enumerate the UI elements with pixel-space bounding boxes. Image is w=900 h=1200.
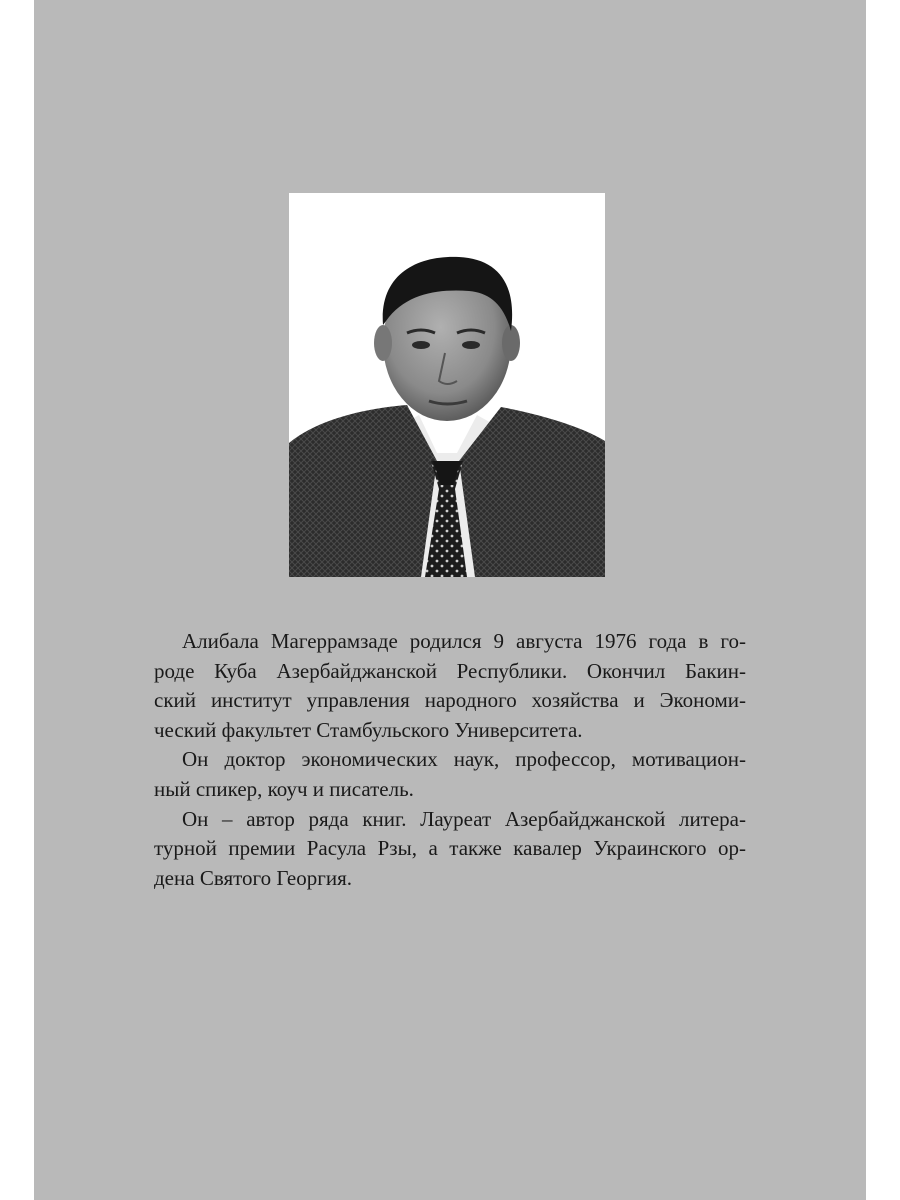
bio-line: дена Святого Георгия.	[154, 865, 352, 890]
bio-line: ческий факультет Стамбульского Университета.	[154, 717, 583, 742]
author-portrait	[289, 193, 605, 577]
bio-line: роде Куба Азербайджанской Республики. Окончил Бакин-	[154, 658, 746, 683]
bio-line: ский институт управления народного хозяйства и Экономи-	[154, 688, 746, 713]
bio-paragraph-1	[154, 627, 746, 745]
bio-line: Он – автор ряда книг. Лауреат Азербайджанской литера-	[182, 806, 746, 831]
bio-line: Он доктор экономических наук, профессор, мотивацион-	[182, 747, 746, 772]
book-page	[34, 0, 866, 1200]
author-portrait-image	[289, 193, 605, 577]
bio-paragraph-3	[154, 805, 746, 894]
bio-line: турной премии Расула Рзы, а также кавалер Украинского ор-	[154, 836, 746, 861]
bio-line: Алибала Магеррамзаде родился 9 августа 1976 года в го-	[182, 629, 746, 653]
bio-paragraph-2	[154, 745, 746, 804]
author-bio	[154, 627, 746, 893]
bio-line: ный спикер, коуч и писатель.	[154, 776, 414, 801]
